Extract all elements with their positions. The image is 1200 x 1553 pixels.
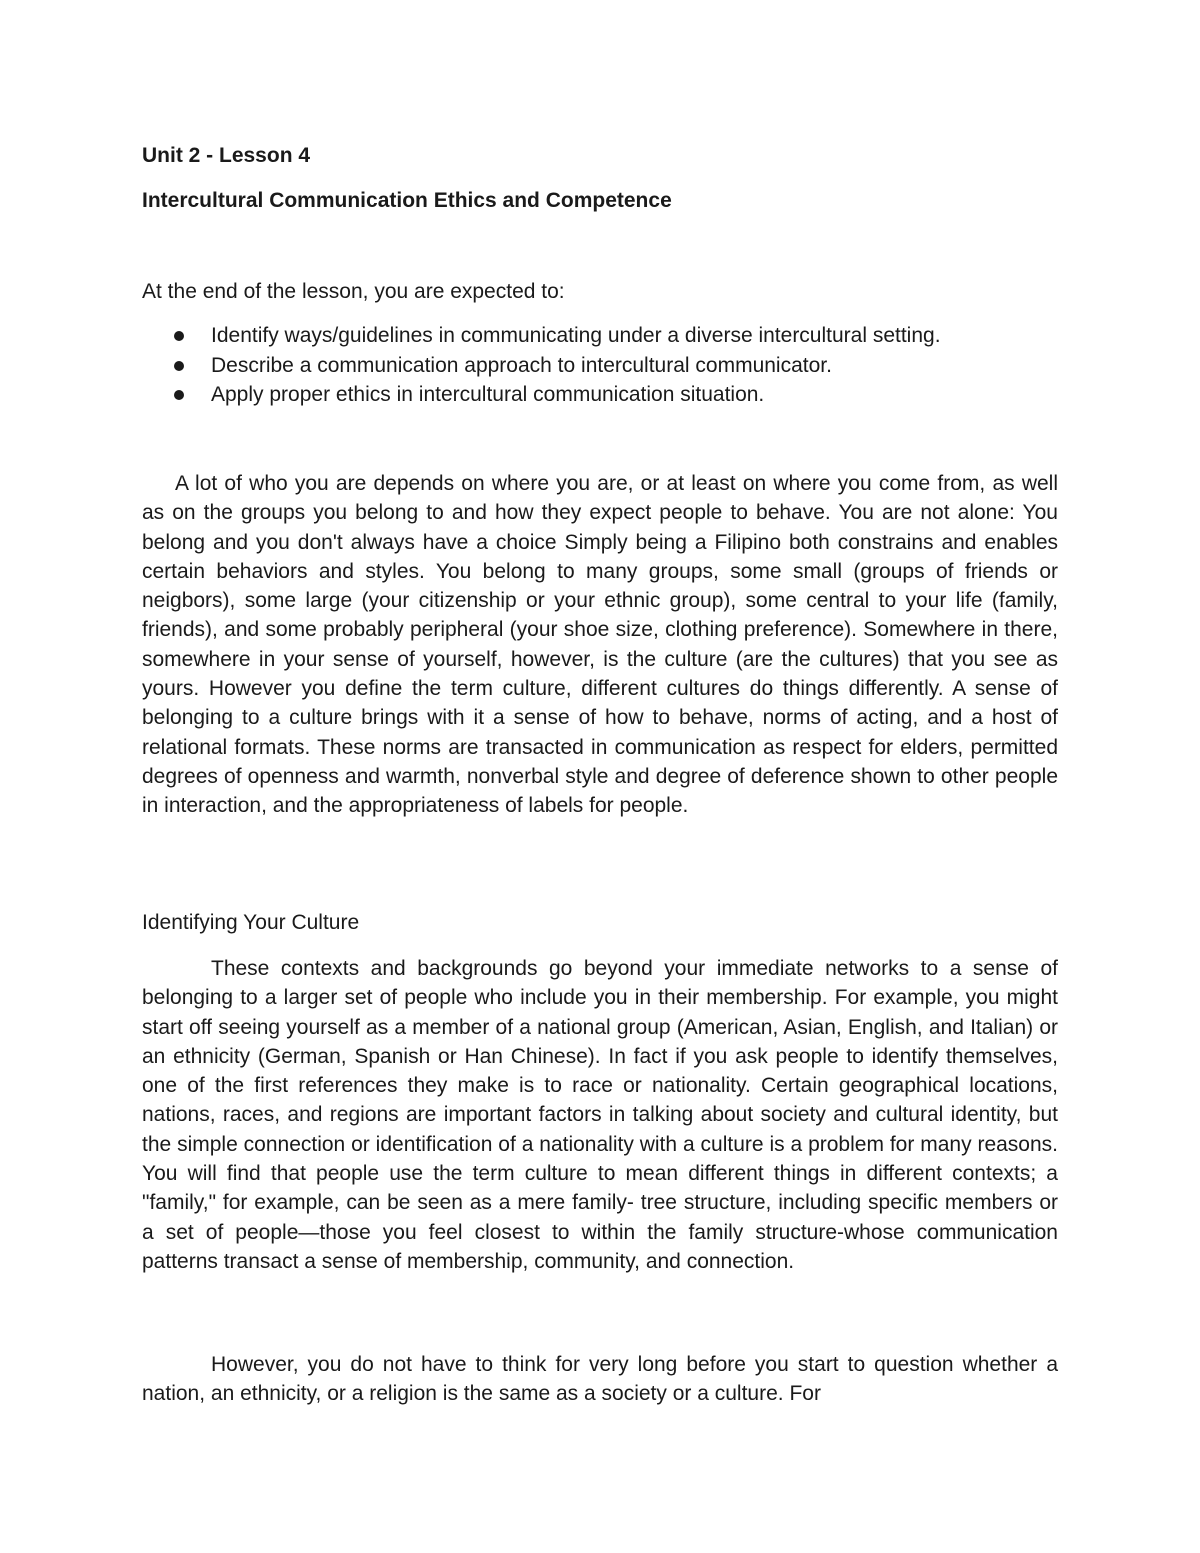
bullet-icon xyxy=(174,331,184,341)
lesson-title: Intercultural Communication Ethics and Competence xyxy=(142,189,672,212)
objectives-intro: At the end of the lesson, you are expected to: xyxy=(142,280,565,303)
body-paragraph-3: However, you do not have to think for very long before you start to question whether a nation, an ethnicity, or a religion is the same as a society or a culture. For xyxy=(142,1353,1058,1406)
objective-item xyxy=(142,351,1058,381)
objective-text: Apply proper ethics in intercultural communication situation. xyxy=(211,383,765,406)
bullet-icon xyxy=(174,390,184,400)
body-paragraph-2: These contexts and backgrounds go beyond your immediate networks to a sense of belonging to a larger set of people who include you in their membership. For example, you might start off seeing yourself as a member of a national group (American, Asian, English, and Italian) or an ethnicity (German, Spanish or Han Chinese). In fact if you ask people to identify themselves, one of the first references they make is to race or nationality. Certain geographical locations, nations, races, and regions are important factors in talking about society and cultural identity, but the simple connection or identification of a nationality with a culture is a problem for many reasons. You will find that people use the term culture to mean different things in different contexts; a "family," for example, can be seen as a mere family- tree structure, including specific members or a set of people—those you feel closest to within the family structure-whose communication patterns transact a sense of membership, community, and connection. xyxy=(142,957,1058,1273)
objective-item xyxy=(142,321,1058,351)
body-paragraph-1: A lot of who you are depends on where you are, or at least on where you come from, as well as on the groups you belong to and how they expect people to behave. You are not alone: You belong and you don't always have a choice Simply being a Filipino both constrains and enables certain behaviors and styles. You belong to many groups, some small (groups of friends or neigbors), some large (your citizenship or your ethnic group), some central to your life (family, friends), and some probably peripheral (your shoe size, clothing preference). Somewhere in there, somewhere in your sense of yourself, however, is the culture (are the cultures) that you see as yours. However you define the term culture, different cultures do things differently. A sense of belonging to a culture brings with it a sense of how to behave, norms of acting, and a host of relational formats. These norms are transacted in communication as respect for elders, permitted degrees of openness and warmth, nonverbal style and degree of deference shown to other people in interaction, and the appropriateness of labels for people. xyxy=(142,472,1058,818)
objective-text: Identify ways/guidelines in communicating under a diverse intercultural setting. xyxy=(211,324,941,347)
bullet-icon xyxy=(174,361,184,371)
section-heading: Identifying Your Culture xyxy=(142,911,360,934)
objective-text: Describe a communication approach to intercultural communicator. xyxy=(211,353,832,377)
objectives-list xyxy=(142,321,1058,410)
unit-lesson-label: Unit 2 - Lesson 4 xyxy=(142,144,311,167)
objective-item xyxy=(142,380,1058,410)
